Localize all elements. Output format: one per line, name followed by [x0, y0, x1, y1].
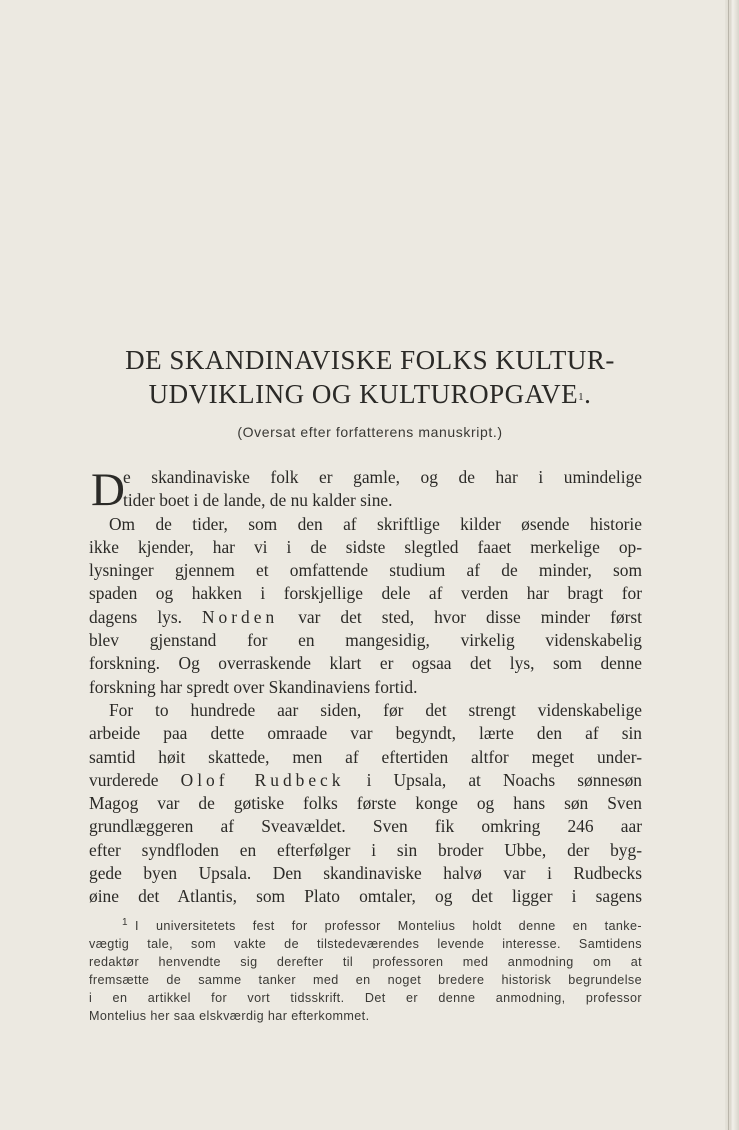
spaced-name-norden: Norden: [202, 606, 279, 627]
body-line: øine det Atlantis, som Plato omtaler, og det ligger i sagens: [89, 886, 642, 907]
footnote-line: redaktør henvendte sig derefter til professoren med anmodning om at: [89, 955, 642, 969]
body-line: tider boet i de lande, de nu kalder sine.: [123, 490, 393, 511]
body-line: grundlæggeren af Sveavældet. Sven fik omkring 246 aar: [89, 816, 642, 837]
footnote-line: Montelius her saa elskværdig har efterkommet.: [89, 1009, 370, 1023]
body-text: i Upsala, at Noachs sønnesøn: [366, 769, 642, 790]
body-line: forskning. Og overraskende klart er ogsaa det lys, som denne: [89, 653, 642, 674]
spaced-name-rudbeck: Olof Rudbeck: [180, 769, 345, 790]
body-text: dagens lys.: [89, 606, 182, 627]
body-text: var det sted, hvor disse minder først: [298, 606, 642, 627]
title-suffix: .: [584, 379, 592, 409]
title-line-1: DE SKANDINAVISKE FOLKS KULTUR-: [125, 345, 615, 375]
body-line: gede byen Upsala. Den skandinaviske halvø var i Rudbecks: [89, 863, 642, 884]
body-line: forskning har spredt over Skandinaviens fortid.: [89, 676, 418, 697]
footnote-line: fremsætte de samme tanker med en noget bredere historisk begrundelse: [89, 973, 642, 987]
footnote: [89, 917, 642, 1025]
title-line-2: [60, 377, 680, 411]
subtitle: (Oversat efter forfatterens manuskript.): [237, 424, 503, 440]
body-line: e skandinaviske folk er gamle, og de har i umindelige: [123, 467, 642, 487]
article-body: [89, 466, 642, 909]
body-text: vurderede: [89, 769, 159, 790]
footnote-line: [89, 917, 642, 935]
article-title: [60, 343, 680, 411]
body-line: For to hundrede aar siden, før det strengt videnskabelige: [109, 699, 642, 720]
footnote-marker: 1: [122, 917, 128, 928]
body-line: [89, 606, 642, 629]
footnote-text: I universitetets fest for professor Montelius holdt denne en tanke-: [135, 919, 642, 933]
footnote-line: i en artikkel for vort tidsskrift. Det er denne anmodning, professor: [89, 991, 642, 1005]
page-edge: [725, 0, 739, 1130]
drop-cap: D: [91, 464, 125, 516]
body-line: arbeide paa dette omraade var begyndt, lærte den af sin: [89, 723, 642, 744]
title-footnote-mark[interactable]: 1: [578, 391, 585, 403]
body-line: spaden og hakken i forskjellige dele af verden har bragt for: [89, 583, 642, 604]
body-line: blev gjenstand for en mangesidig, virkelig videnskabelig: [89, 630, 642, 651]
body-line: ikke kjender, har vi i de sidste slegtled faaet merkelige op-: [89, 536, 642, 557]
footnote-line: vægtig tale, som vakte de tilstedeværendes levende interesse. Samtidens: [89, 937, 642, 951]
body-line: Magog var de gøtiske folks første konge og hans søn Sven: [89, 793, 642, 814]
body-line: samtid høit skattede, men af eftertiden altfor meget under-: [89, 746, 642, 767]
body-line: [89, 769, 642, 792]
body-line: Om de tider, som den af skriftlige kilder øsende historie: [109, 513, 642, 534]
body-line: efter syndfloden en efterfølger i sin broder Ubbe, der byg-: [89, 839, 642, 860]
body-line: lysninger gjennem et omfattende studium af de minder, som: [89, 560, 642, 581]
title-line-2-text: UDVIKLING OG KULTUROPGAVE: [148, 379, 579, 409]
